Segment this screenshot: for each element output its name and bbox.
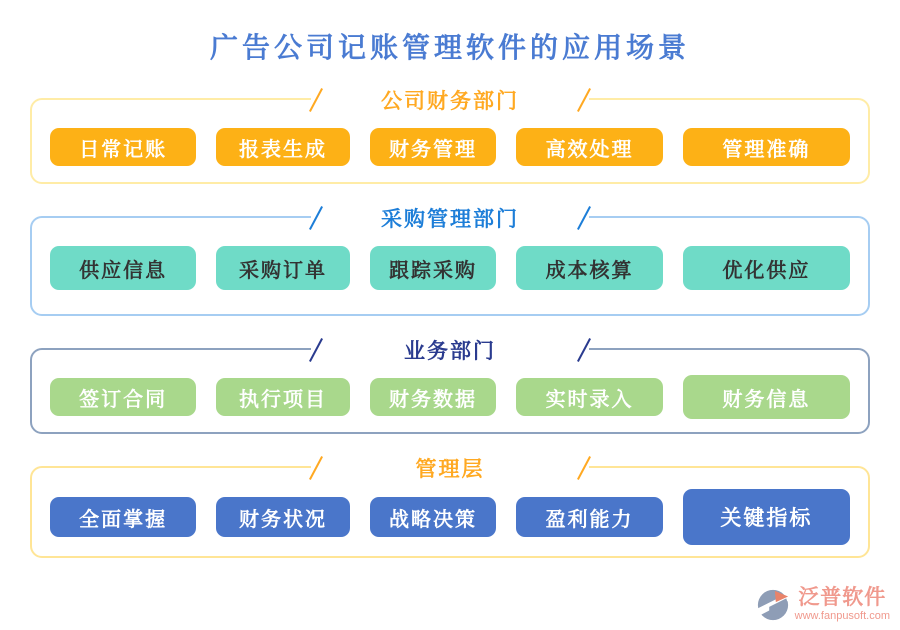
feature-button[interactable]: 高效处理 xyxy=(516,128,662,166)
feature-button[interactable]: 跟踪采购 xyxy=(370,246,497,290)
feature-button[interactable]: 财务状况 xyxy=(216,497,349,537)
section-management xyxy=(30,458,870,558)
page-title: 广告公司记账管理软件的应用场景 xyxy=(209,32,690,63)
feature-button[interactable]: 成本核算 xyxy=(516,246,662,290)
slash-decoration-left xyxy=(309,338,323,362)
section-header xyxy=(311,452,589,484)
section-title: 管理层 xyxy=(415,458,485,481)
feature-button[interactable]: 全面掌握 xyxy=(50,497,196,537)
slash-decoration-left xyxy=(309,88,323,112)
section-title: 公司财务部门 xyxy=(381,90,519,113)
slash-decoration-left xyxy=(309,456,323,480)
feature-button[interactable]: 供应信息 xyxy=(50,246,196,290)
section-header xyxy=(311,84,589,116)
feature-button[interactable]: 财务管理 xyxy=(370,128,497,166)
fanpu-logo-icon xyxy=(756,588,790,622)
section-business xyxy=(30,340,870,434)
slash-decoration-left xyxy=(309,206,323,230)
section-title: 业务部门 xyxy=(404,340,496,363)
feature-button[interactable]: 采购订单 xyxy=(216,246,349,290)
slash-decoration-right xyxy=(577,456,591,480)
slash-decoration-right xyxy=(577,206,591,230)
slash-decoration-right xyxy=(577,338,591,362)
brand-website[interactable]: www.fanpusoft.com xyxy=(794,610,890,622)
feature-button[interactable]: 日常记账 xyxy=(50,128,196,166)
feature-button[interactable]: 财务信息 xyxy=(683,375,850,419)
feature-button[interactable]: 报表生成 xyxy=(216,128,349,166)
infographic-page xyxy=(0,30,900,630)
slash-decoration-right xyxy=(577,88,591,112)
brand-name: 泛普软件 xyxy=(798,586,887,609)
section-finance xyxy=(30,90,870,184)
feature-button[interactable]: 管理准确 xyxy=(683,128,850,166)
feature-button[interactable]: 战略决策 xyxy=(370,497,497,537)
feature-button[interactable]: 签订合同 xyxy=(50,378,196,416)
section-procurement xyxy=(30,208,870,316)
section-title: 采购管理部门 xyxy=(381,208,519,231)
feature-button[interactable]: 优化供应 xyxy=(683,246,850,290)
feature-button[interactable]: 实时录入 xyxy=(516,378,662,416)
feature-button[interactable]: 财务数据 xyxy=(370,378,497,416)
section-header xyxy=(311,202,589,234)
feature-button[interactable]: 执行项目 xyxy=(216,378,349,416)
feature-button[interactable]: 关键指标 xyxy=(683,489,850,545)
section-header xyxy=(311,334,589,366)
feature-button[interactable]: 盈利能力 xyxy=(516,497,662,537)
sections xyxy=(0,90,900,558)
footer-brand[interactable] xyxy=(750,587,890,622)
